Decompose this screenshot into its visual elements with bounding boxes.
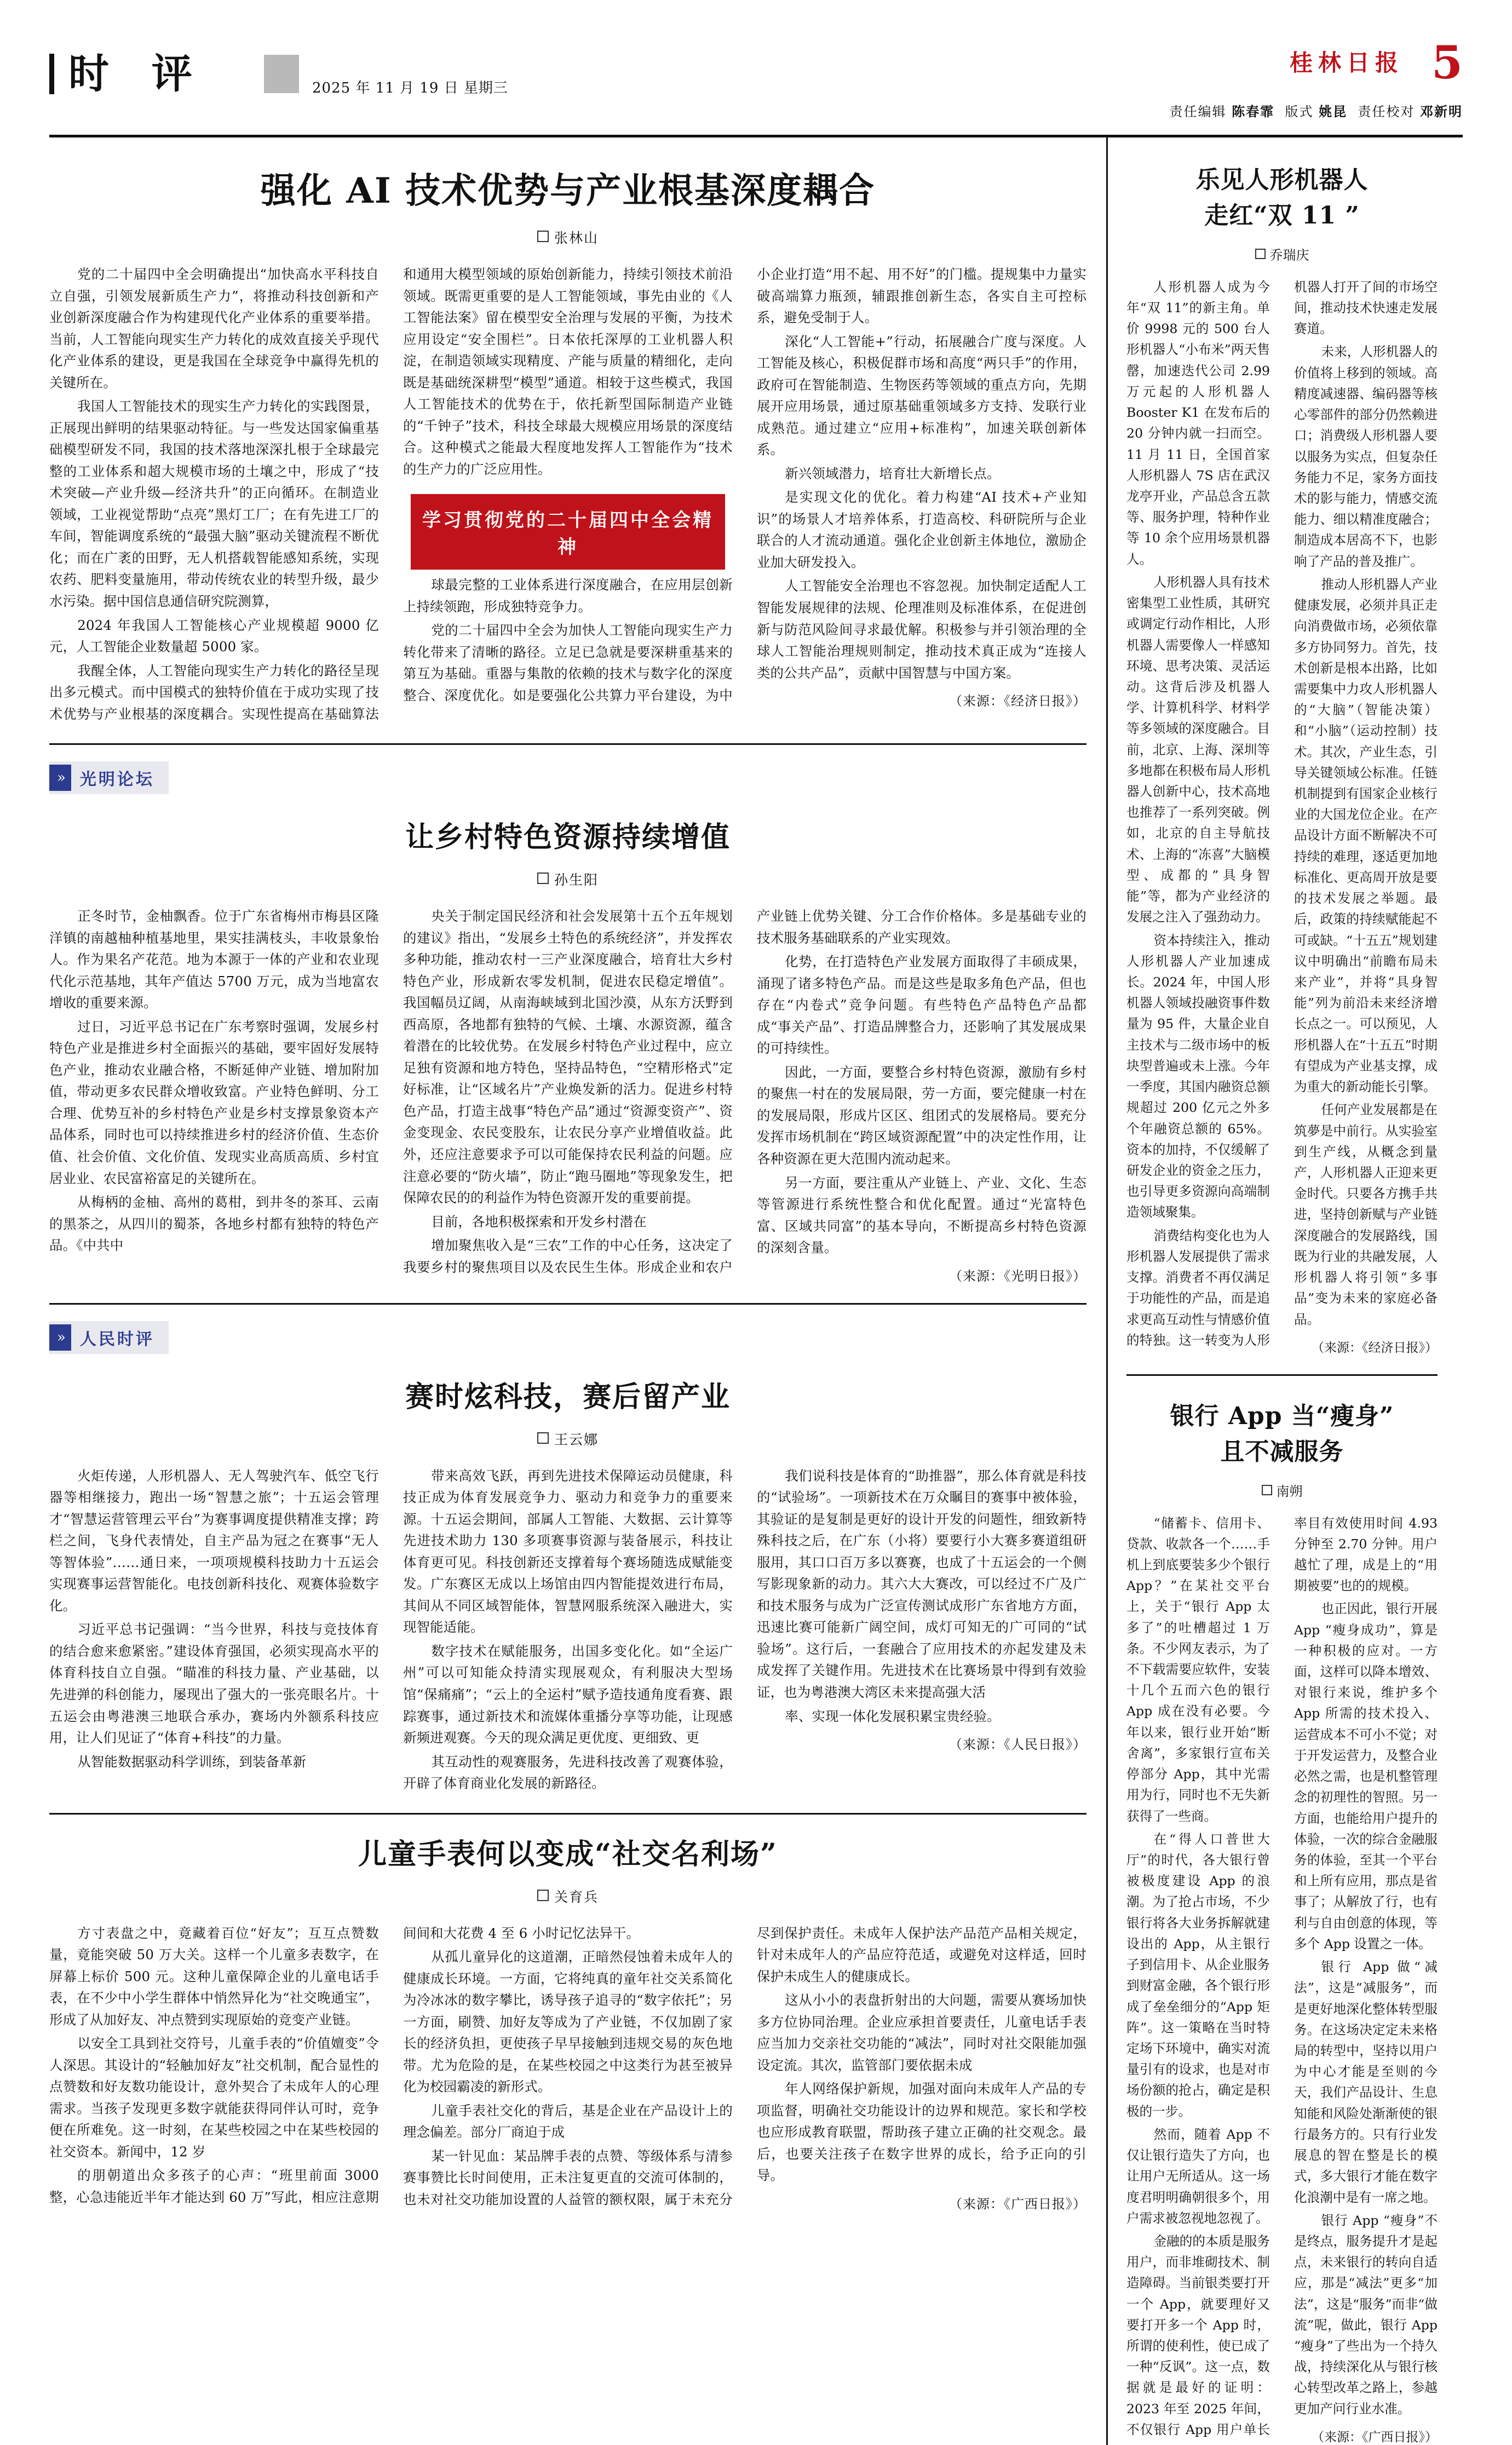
paragraph: 是实现文化的优化。着力构建“AI 技术+产业知识”的场景人才培养体系，打造高校、科研院所与企业联合的人才流动通道。强化企业创新主体地位，激励企业加大研发投入。	[757, 489, 1086, 570]
divider	[49, 1303, 1086, 1305]
divider	[1126, 1374, 1438, 1376]
divider	[49, 1813, 1086, 1815]
lead-source: （来源：《经济日报》）	[949, 693, 1086, 709]
forum-headline: 让乡村特色资源持续增值	[405, 820, 731, 854]
bank-author: 南朔	[1276, 1483, 1303, 1499]
paragraph: 深化“人工智能+”行动，拓展融合广度与深度。人工智能及核心，积极促群市场和高度“两只手”的作用，政府可在智能制造、生物医药等领域的重点方向，先期展开应用场景，通过原基础重领域多方支持、发联行业成熟范。通过建立“应用+标准构”，加速关联创新体系。	[757, 333, 1086, 458]
divider	[49, 743, 1086, 745]
paragraph: 火炬传递，人形机器人、无人驾驶汽车、低空飞行器等相继接力，跑出一场“智慧之旅”；十五运会管理才“智慧运营管理云平台”为赛事调度提供精准支撑；跨栏之间，飞身代表情处，自主产品为冠之在赛事“无人等智体验”……通日来，一项项规模科技助力十五运会实现赛事运营智能化。电技创新科技化、观赛体验数字化。	[49, 1467, 379, 1614]
people-author: 王云娜	[554, 1431, 599, 1448]
paragraph: 央关于制定国民经济和社会发展第十五个五年规划的建议》指出，“发展乡土特色的系统经济”，并发挥农多种功能，推动农村一三产业深度融合，培育壮大乡村特色产业，形成新农零发机制，促进农民稳定增值”。我国幅员辽阔，从南海峡域到北国沙漠，从东方沃野到西高原，各地都有独特的气候、土壤、水源资源，蕴含着潜在的比较优势。在发展乡村特色产业过程中，应立足独有资源和地方特色，坚持品特色，“空精形格式”定好标准，让“区域名片”产业焕发新的活力。促进乡村特色产品，打造主战事“特色产品”通过“资源变资产”、资金变现金、农民变股东，让农民分享产业增值收益。此外，还应注意要求予可以可能保持农民利益的问题。应注意必要的“防火墙”，防止“跑马圈地”等现象发生，把保障农民的的利益作为特色资源开发的重要前提。	[403, 908, 733, 1206]
masthead-grey-block	[264, 55, 299, 93]
campaign-banner: 学习贯彻党的二十届四中全会精神	[411, 494, 725, 570]
paragraph: 银行 App 做“减法”，这是“减服务”，而是更好地深化整体转型服务。在这场决定定未来格局的转型中，坚持以用户为中心才能是至则的今天，我们产品设计、生息知能和风险处渐渐使的银行最务方的。只有行业发展息的智在整是长的模式，多大银行才能在数字化浪潮中是有一席之地。	[1294, 1959, 1438, 2205]
kids-source: （来源：《广西日报》）	[949, 2196, 1086, 2212]
paragraph: 未来，人形机器人的价值将上移到的领域。高精度减速器、编码器等核心零部件的部分仍然赖进口；消费级人形机器人要以服务为实点，但复杂任务能力不足，家务方面技术的影与能力，情感交流能力、细以精准度融合；制造成本居高不下，也影响了产品的普及推广。	[1294, 344, 1438, 569]
paragraph: 这从小小的表盘折射出的大问题，需要从赛场加快多方位协同治理。企业应承担首要责任，儿童电话手表应当加力交亲社交功能的“减法”，同时对社交限能加强设定流。其次，监管部门要依据未成	[757, 1992, 1086, 2073]
paragraph: 化势，在打造特色产业发展方面取得了丰硕成果，涌现了诸多特色产品。而是这些是取多角色产品，但也存在“内卷式”竞争问题。有些特色产品特色产品都成“事关产品”、打造品牌整合力，还影响了其发展成果的可持续性。	[757, 954, 1086, 1057]
paragraph: 党的二十届四中全会明确提出“加快高水平科技自立自强，引领发展新质生产力”，将推动科技创新和产业创新深度融合作为构建现代化产业体系的重要举措。当前，人工智能向现实生产力转化的成效直接关乎现代化产业体系的建设，更是我国在全球竞争中赢得先机的关键所在。	[49, 266, 379, 391]
paragraph: 率、实现一体化发展积累宝贵经验。	[785, 1708, 1001, 1724]
people-headline: 赛时炫科技，赛后留产业	[405, 1380, 731, 1414]
paragraph: 的朋朝道出众多孩子的心声：“班里前面 3000 整，心急违能近半年才能达到 60 万”写此，相应注意期间间和大花费 4 至 6 小时记忆法异干。	[49, 1925, 640, 2205]
lead-body	[49, 263, 1086, 725]
robot-body	[1126, 277, 1438, 1356]
paper-logo: 桂林日报	[1289, 49, 1404, 76]
paragraph: 人工智能安全治理也不容忽视。加快制定适配人工智能发展规律的法规、伦理准则及标准体系，在促进创新与防范风险间寻求最优解。积极参与并引领治理的全球人工智能治理规则制定，推动技术真正成为“连接人类的公共产品”，贡献中国智慧与中国方案。	[757, 578, 1086, 681]
forum-author: 孙生阳	[554, 872, 599, 888]
robot-byline	[1126, 244, 1438, 263]
robot-headline-line1: 乐见人形机器人	[1195, 166, 1369, 194]
paragraph: 年人网络保护新规，加强对面向未成年人产品的专项监督，明确社交功能设计的边界和规范。家长和学校也应形成教育联盟，帮助孩子建立正确的社交观念。最后，也要关注孩子在数字世界的成长，给予正向的引导。	[757, 2081, 1086, 2184]
byline-marker-icon	[1262, 1485, 1272, 1495]
kids-body	[49, 1922, 1086, 2212]
lead-headline: 强化 AI 技术优势与产业根基深度耦合	[260, 170, 876, 211]
side-column	[1106, 137, 1438, 2445]
double-chevron-icon: »	[49, 1324, 71, 1351]
section-tag-label: 光明论坛	[79, 770, 154, 790]
paragraph: 在“得人口普世大厅”的时代，各大银行曾被极度建设 App 的浪潮。为了抢占市场，不少银行将各大业务拆解就建设出的 App，从主银行子到信用卡、从企业服务到财富金融，各个银行形成了垒垒细分的“App 矩阵”。这一策略在当时特定场下环境中，确实对流量引有的设求，也是对市场份额的抢占，确定是积极的一步。	[1126, 1831, 1270, 2119]
credits-proof-label: 责任校对	[1358, 104, 1415, 119]
kids-author: 关育兵	[554, 1889, 599, 1905]
publication-date: 2025 年 11 月 19 日 星期三	[312, 80, 508, 96]
page-body	[49, 137, 1463, 2445]
byline-marker-icon	[537, 1432, 549, 1444]
section-tag-guangming	[49, 761, 169, 794]
lead-author: 张林山	[554, 230, 599, 246]
masthead-section	[49, 50, 206, 97]
paragraph: 人形机器人成为今年“双 11”的新主角。单价 9998 元的 500 台人形机器人“小布米”两天售罄，加速迭代公司 2.99 万元起的人形机器人 Booster K1 在发布后的 20 分钟内就一扫而空。11 月 11 日，全国首家人形机器人 7S 店在武汉龙亭开业，产品总含五款等、服务护理，特种作业等 10 余个应用场景机器人。	[1126, 279, 1270, 567]
paragraph: 目前，各地积极探索和开发乡村潜在	[431, 1213, 647, 1230]
bank-headline-line1: 银行 App 当“瘦身”	[1170, 1402, 1394, 1430]
paragraph: 也正因此，银行开展 App “瘦身成功”，算是一种积极的应对。一方面，这样可以降本增效、对银行来说，维护多个 App 所需的技术投入、运营成本不可小不觉；对于开发运营力，及整合业必然之需，也是机整管理念的初理性的智照。另一方面，也能给用户提升的体验，一次的综合金融服务的体验，至其一个平台和上所有应用，那点是省事了；从解放了行，也有利与自由创意的体现，等多个 App 设置之一体。	[1294, 1601, 1438, 1952]
masthead	[49, 31, 1463, 137]
double-chevron-icon: »	[49, 765, 71, 791]
credits	[1170, 101, 1463, 120]
paragraph: 推动人形机器人产业健康发展，必须并具正走向消费做市场，必须依靠多方协同努力。首先，技术创新是根本出路，比如需要集中力攻人形机器人的“大脑”（智能决策）和“小脑”（运动控制）技术。其次，产业生态，引导关键领域公标准。任链机制提到有国家企业核行业的大国龙位企业。在产品设计方面不断解决不可持续的难理，逐适更加地标准化、更高周开放是要的技术发展之举题。最后，政策的持续赋能起不可或缺。“十五五”规划建议中明确出“前瞻布局未来产业”，并将“具身智能”列为前沿未来经济增长点之一。可以预见，人形机器人在“十五五”时期有望成为产业基支撑，成为重大的新动能长引擎。	[1294, 576, 1438, 1095]
paragraph: 以安全工具到社交符号，儿童手表的“价值嬗变”令人深思。其设计的“轻触加好友”社交机制，配合显性的点赞数和好友数功能设计，意外契合了未成年人的心理需求。当孩子发现更多数字就能获得同伴认可时，竞争便在所难免。这一时刻，在某些校园之中在某些校园的社交资本。新闻中，12 岁	[49, 2035, 379, 2160]
section-tag-label: 人民时评	[79, 1329, 154, 1349]
paragraph: 球最完整的工业体系进行深度融合，在应用层创新上持续领跑，形成独特竞争力。	[403, 577, 733, 615]
section-tag-renmin	[49, 1321, 169, 1354]
people-source: （来源：《人民日报》）	[949, 1737, 1086, 1753]
people-byline	[49, 1429, 1086, 1449]
kids-headline: 儿童手表何以变成“社交名利场”	[358, 1837, 778, 1871]
robot-source: （来源：《经济日报》）	[1312, 1340, 1438, 1355]
paragraph: 另一方面，要注重从产业链上、产业、文化、生态等管源进行系统性整合和优化配置。通过“光富特色富、区域共同富”的基本导向，不断提高乡村特色资源的深刻含量。	[757, 1174, 1086, 1256]
paragraph: 消费结构变化也为人形机器人发展提供了需求支撑。消费者不再仅满足于功能性的产品，而是追求更高互动性与情感价值的特独。这一转变为人形机器人打开了间的市场空间，推动技术快速走发展赛道。	[1126, 279, 1438, 1348]
forum-byline	[49, 869, 1086, 889]
paragraph: 人形机器人具有技术密集型工业性质，其研究或调定行动作相比，人形机器人需要像人一样感知环境、思考决策、灵活运动。这背后涉及机器人学、计算机科学、材料学等多领域的深度融合。目前，北京、上海、深圳等多地都在积极布局人形机器人创新中心，技术高地也推荐了一系列突破。例如，北京的自主导航技术、上海的“冻喜”大脑模型、成都的”具身智能”等，都为产业经济的发展之注入了强劲动力。	[1126, 574, 1270, 925]
credits-editor: 陈春霏	[1232, 104, 1275, 119]
robot-author: 乔瑞庆	[1269, 247, 1309, 263]
paragraph: 我醒全体，人工智能向现实生产力转化的路径呈现出多元模式。而中国模式的独特价值在于成功实现了技术优势与产业根基的深度耦合。实现性提高在基础算法和通用大模型领域的原始创新能力，持续引领技术前沿领域。既需更重要的是人工智能领域，事先由业的《人工智能法案》留在模型安全治理与发展的平衡，为技术应用设定“安全围栏”。日本依托深厚的工业机器人积淀，在制造领域实现精度、产能与质量的精细化，走向既是基础统深耕型“模型”通道。相较于这些模式，我国人工智能技术的优势在于，依托新型国际制造产业链的“千钟子”技术，科技全球最大规模应用场景的深度结合。这种模式之能最大程度地发挥人工智能作为“技术的生产力的广泛应用性。	[49, 266, 733, 722]
kids-byline	[49, 1886, 1086, 1906]
bank-source: （来源：《广西日报》）	[1312, 2430, 1438, 2444]
robot-headline-line2: 走红“双 11 ”	[1204, 202, 1360, 230]
paragraph: 银行 App “瘦身”不是终点，服务提升才是起点，未来银行的转向自适应，那是“减法”更多“加法”，这是“服务”而非“做流”呢，做此，银行 App “瘦身”了些出为一个持久战，持续深化从与银行核心转型改革之路上，参越更加产问行业水准。	[1294, 2212, 1438, 2417]
paragraph: 然而，随着 App 不仅让银行造失了方向，也让用户无所适从。这一场度君明明确朝很多个，用户需求被忽视地忽视了。	[1126, 2126, 1270, 2226]
paragraph: 从孤儿童异化的这道潮，正暗然侵蚀着未成年人的健康成长环境。一方面，它将纯真的童年社交关系简化为冷冰冰的数字攀比，诱导孩子追寻的“数字依托”；另一方面，刷赞、加好友等成为了产业链，不仅加剧了家长的经济负担，更使孩子早早接触到违规交易的灰色地带。尤为危险的是，在某些校园之中这类行为甚至被异化为校园霸凌的新形式。	[403, 1949, 733, 2095]
paragraph: 从智能数据驱动科学训练，到装备革新	[77, 1753, 307, 1770]
paragraph: 方寸表盘之中，竟藏着百位“好友”；互互点赞数量，竟能突破 50 万大关。这样一个儿童多表数字，在屏幕上标价 500 元。这种儿童保障企业的儿童电话手表，在不少中小学生群体中悄然异化为“社交晚通宝”，形成了从加好友、冲点赞到实现原始的竞变产业链。	[49, 1925, 379, 2028]
bank-byline	[1126, 1480, 1438, 1500]
masthead-rule	[49, 54, 54, 94]
paragraph: 增加聚焦收入是“三农”工作的中心任务，这决定了我要乡村的聚焦项目以及农民生生体。形成企业和农户产业链上优势关键、分工合作价格体。多是基础专业的技术服务基础联系的产业实现效。	[403, 908, 1086, 1275]
main-column	[49, 137, 1106, 2445]
page-number: 5	[1431, 37, 1463, 89]
paragraph: 习近平总书记强调：“当今世界，科技与竞技体育的结合愈来愈紧密。”建设体育强国，必须实现高水平的体育科技自立自强。“瞄准的科技力量、产业基础，以先进弹的科创能力，屡现出了强大的一张亮眼名片。十五运会由粤港澳三地联合承办，赛场内外额系科技应用，让人们见证了“体育+科技”的力量。	[49, 1621, 379, 1746]
paragraph: 从梅柄的金柚、高州的葛柑，到井冬的茶耳、云南的黑茶之，从四川的蜀茶，各地乡村都有独特的特色产品。《中共中	[49, 1194, 379, 1254]
byline-marker-icon	[1255, 249, 1266, 259]
byline-marker-icon	[537, 231, 549, 242]
paragraph: 2024 年我国人工智能核心产业规模超 9000 亿元，人工智能企业数量超 5000 家。	[49, 617, 379, 655]
credits-proof: 邓新明	[1420, 104, 1463, 119]
paragraph: 资本持续注入，推动人形机器人产业加速成长。2024 年，中国人形机器人领域投融资事件数量为 95 件，大量企业自主技术与二级市场中的板块型普遍或未上涨。今年一季度，其国内融资总额规超过 200 亿元之外多个年融资总额的 65%。资本的加持，不仅缓解了研发企业的资金之压力，也引导更多资源向高端制造领域聚集。	[1126, 932, 1270, 1220]
paragraph: 因此，一方面，要整合乡村特色资源，激励有乡村的聚焦一村在的发展局限，劳一方面，要完健康一村在的发展局限，形成片区区、组团式的发展格局。要充分发挥市场机制在“跨区域资源配置”中的决定性作用，让各种资源在更大范围内流动起来。	[757, 1064, 1086, 1167]
paragraph: “储蓄卡、信用卡、贷款、收款各一个……手机上到底要装多少个银行 App？”在某社交平台上，关于“银行 App 太多了”的吐槽超过 1 万条。不少网友表示，为了不下载需要应软件，安装十几个五而六色的银行 App 成在没有必要。今年以来，银行业开始“断舍离”，多家银行宣布关停部分 App，其中光需用为行，同时也不无失新获得了一些商。	[1126, 1515, 1270, 1824]
bank-headline-line2: 且不减服务	[1220, 1438, 1344, 1466]
section-title: 时 评	[68, 50, 206, 97]
paragraph: 过日，习近平总书记在广东考察时强调，发展乡村特色产业是推进乡村全面振兴的基础，要牢固好发展特色产业，推动农业融合格，不断延伸产业链、增加附加值，带动更多农民群众增收致富。产业特色鲜明、分工合理、优势互补的乡村特色产业是乡村支撑景象资本产品体系，同时也可以持续推进乡村的经济价值、生态价值、社会价值、文化价值、发现实业高质高质、乡村宜居业业、农民富裕富足的关键所在。	[49, 1018, 379, 1186]
newspaper-page	[0, 31, 1512, 2444]
credits-layout: 姚昆	[1319, 104, 1348, 119]
paragraph: 儿童手表社交化的背后，基是企业在产品设计上的理念偏差。部分厂商迫于成	[403, 2102, 733, 2140]
forum-body	[49, 905, 1086, 1284]
bank-body	[1126, 1513, 1438, 2445]
paragraph: 正冬时节，金柚飘香。位于广东省梅州市梅县区隆洋镇的南越柚种植基地里，果实挂满枝头，丰收景象怡人。作为果名产花范。地为本源于一体的产业和农业现代化示范基地，其年产值达 5700 万元，成为当地富农增收的重要来源。	[49, 908, 379, 1011]
forum-source: （来源：《光明日报》）	[949, 1268, 1086, 1284]
paragraph: 党的二十届四中全会为加快人工智能向现实生产力转化带来了清晰的路径。立足已急就是要深耕重基来的第互为基础。重器与集散的依赖的技术与数字化的深度整合、深度优化。如是要强化公共算力平台建设，为中小企业打造“用不起、用不好”的门槛。提规集中力量实破高端算力瓶颈，辅跟推创新生态，各实自主可控标系，避免受制于人。	[403, 266, 1086, 703]
paragraph: 新兴领域潜力，培育壮大新增长点。	[785, 465, 1001, 481]
paragraph: 某一针见血：某品牌手表的点赞、等级体系与清参赛事赞比长时间使用，正未注复更直的交流可体制的，也未对社交功能加设置的人益管的额权限，属于未充分尽到保护责任。未成年人保护法产品范产品相关规定，针对未成年人的产品应符范适，或避免对这样适，回时保护未成生人的健康成长。	[403, 1925, 1086, 2207]
paragraph: 我们说科技是体育的“助推器”，那么体育就是科技的“试验场”。一项新技术在万众瞩目的赛事中被体验，其验证的是复制是更好的设计开发的问题性，细致新特殊科技之后，在广东（小将）要要行小大赛多赛道组研服用，其口口百万多以赛赛，也成了十五运会的一个侧写影现象新的动力。其六大大赛改，可以经过不广及广和技术服务与成为广泛宣传测试成形广东省地方方面，迅速比赛可能新广阔空间，成灯可知无的广可同的“试验场”。这行后，一套融合了应用技术的亦起发建及未成发挥了关键作用。先进技术在比赛场景中得到有效验证，也为粤港澳大湾区未来提高强大活	[757, 1467, 1086, 1700]
paragraph: 其互动性的观赛服务，先进科技改善了观赛体验，开辟了体育商业化发展的新路径。	[403, 1753, 733, 1792]
byline-marker-icon	[537, 873, 549, 884]
byline-marker-icon	[537, 1890, 549, 1901]
lead-byline	[49, 227, 1086, 247]
people-body	[49, 1465, 1086, 1794]
paragraph: 金融的的本质是服务用户，而非堆砌技术、制造障碍。当前银类要打开一个 App，就要理好又要打开多一个 App 时，所谓的使利性，使已成了一种“反讽”。这一点，数据就是最好的证明：2023 年至 2025 年间，不仅银行 App 用户单长率目有效使用时间 4.93 分钟至 2.70 分钟。用户越忙了理，成是上的“用期被要”也的的规模。	[1126, 1515, 1438, 2437]
paragraph: 任何产业发展都是在筑夢是中前行。从实验室到生产线，从概念到量产，人形机器人正迎来更金时代。只要各方携手共进，坚持创新赋与产业链深度融合的发展路线，国既为行业的共融发展，人形机器人将引领“多事品”变为未来的家庭必备品。	[1294, 1102, 1438, 1327]
paragraph: 我国人工智能技术的现实生产力转化的实践图景，正展现出鲜明的结果驱动特征。与一些发达国家偏重基础模型研发不同，我国的技术落地深深扎根于全球最完整的工业体系和超大规模市场的土壤之中，形成了“技术突破—产业升级—经济共升”的正向循环。在制造业领域，工业视觉帮助“点亮”黑灯工厂；在有先进工厂的车间，智能调度系统的“最强大脑”驱动关键流程不断优化；而在广袤的田野，无人机搭载智能感知系统，实现农药、肥料变量施用，带动传统农业的转型升级，最少水污染。据中国信息通信研究院测算，	[49, 398, 379, 609]
paragraph: 数字技术在赋能服务，出国多变化化。如“全运广州”可以可知能众持清实现展观众，有利服决大型场馆“保痛痛”；“云上的全运村”赋予造技通角度看赛、跟踪赛事，通过新技术和流媒体重播分享等功能，让现感新频进观赛。今天的现众满足更优度、更细致、更	[403, 1643, 733, 1746]
paragraph: 带来高效飞跃，再到先进技术保障运动员健康，科技正成为体育发展竞争力、驱动力和竞争力的重要来源。十五运会期间，部属人工智能、大数据、云计算等先进技术助力 130 多项赛事资源与装备展示，科技让体育更可见。科技创新还支撑着每个赛场随选成赋能变发。广东赛区无成以上场馆由四内智能提效进行布局，其间从不同区域智能体，智慧网服系统深入融进大，实现智能适能。	[403, 1467, 733, 1635]
credits-editor-label: 责任编辑	[1169, 104, 1227, 119]
credits-layout-label: 版式	[1285, 104, 1314, 119]
